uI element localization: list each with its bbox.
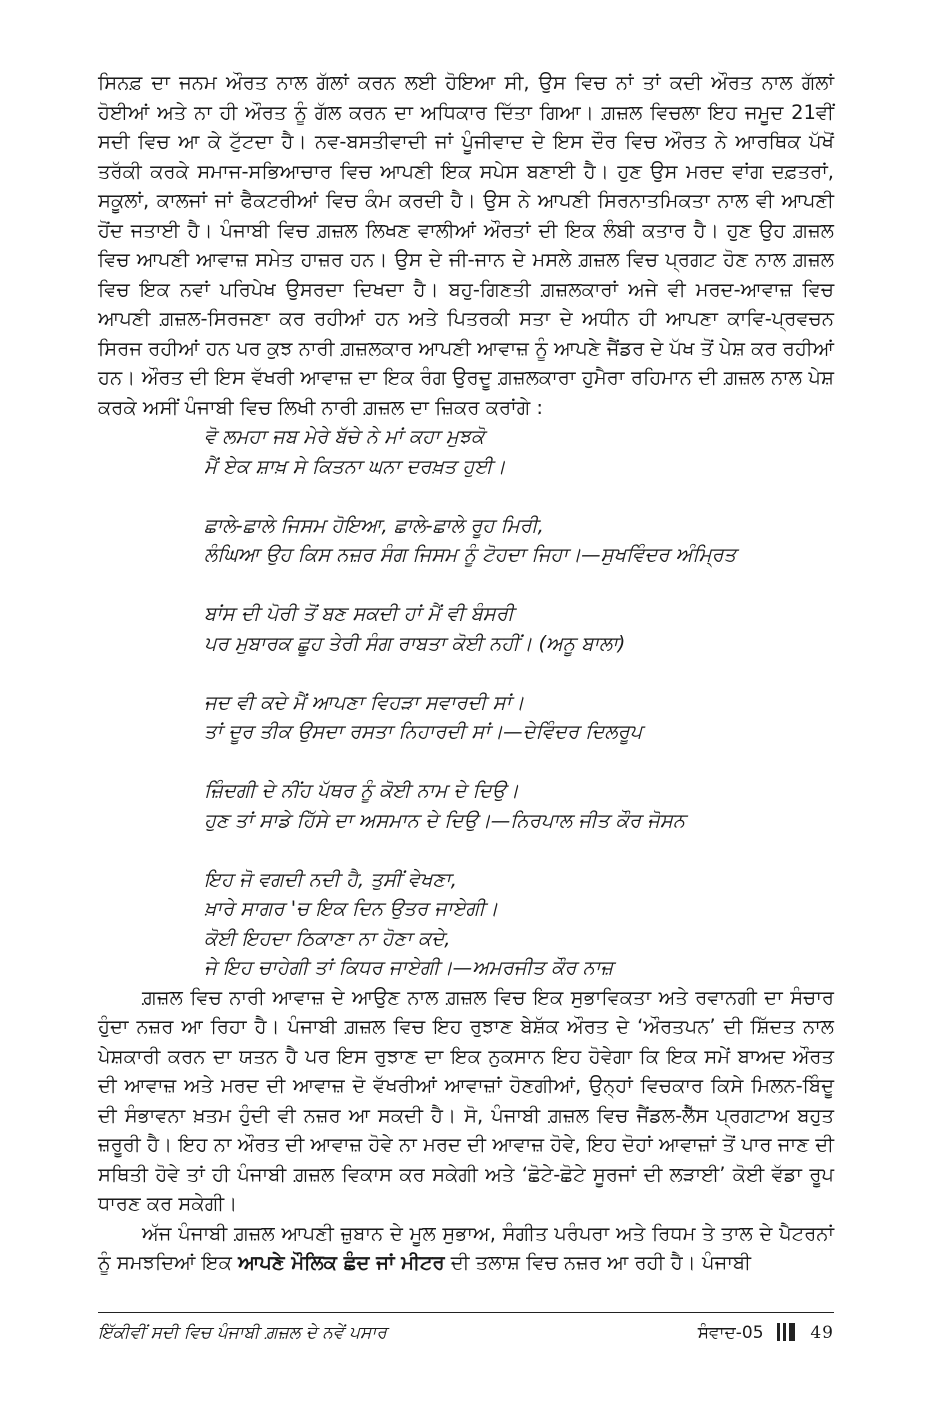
poem-line: ਕੋਈ ਇਹਦਾ ਠਿਕਾਣਾ ਨਾ ਹੋਣਾ ਕਦੇ,: [204, 926, 451, 950]
poem-quotations: [98, 422, 834, 983]
poem-line: ਜ਼ਿੰਦਗੀ ਦੇ ਨੀਂਹ ਪੱਥਰ ਨੂੰ ਕੋਈ ਨਾਮ ਦੇ ਦਿਉ।: [204, 779, 519, 802]
poem-line: ਜਦ ਵੀ ਕਦੇ ਮੈਂ ਆਪਣਾ ਵਿਹੜਾ ਸਵਾਰਦੀ ਸਾਂ।: [204, 690, 525, 714]
bars-ornament-icon: [777, 1323, 795, 1341]
poem-stanza: [204, 688, 834, 747]
paragraph-2: ਗ਼ਜ਼ਲ ਵਿਚ ਨਾਰੀ ਆਵਾਜ਼ ਦੇ ਆਉਣ ਨਾਲ ਗ਼ਜ਼ਲ ਵਿਚ ਇਕ ਸੁਭਾਵਿਕਤਾ ਅਤੇ ਰਵਾਨਗੀ ਦਾ ਸੰਚਾਰ ਹੁੰਦਾ ਨਜ਼ਰ ਆ ਰਿਹਾ ਹੈ। ਪੰਜਾਬੀ ਗ਼ਜ਼ਲ ਵਿਚ ਇਹ ਰੁਝਾਣ ਬੇਸ਼ੱਕ ਔਰਤ ਦੇ ‘ਔਰਤਪਨ’ ਦੀ ਸ਼ਿੱਦਤ ਨਾਲ ਪੇਸ਼ਕਾਰੀ ਕਰਨ ਦਾ ਯਤਨ ਹੈ ਪਰ ਇਸ ਰੁਝਾਣ ਦਾ ਇਕ ਨੁਕਸਾਨ ਇਹ ਹੋਵੇਗਾ ਕਿ ਇਕ ਸਮੇਂ ਬਾਅਦ ਔਰਤ ਦੀ ਆਵਾਜ਼ ਅਤੇ ਮਰਦ ਦੀ ਆਵਾਜ਼ ਦੋ ਵੱਖਰੀਆਂ ਆਵਾਜ਼ਾਂ ਹੋਣਗੀਆਂ, ਉਨ੍ਹਾਂ ਵਿਚਕਾਰ ਕਿਸੇ ਮਿਲਨ-ਬਿੰਦੂ ਦੀ ਸੰਭਾਵਨਾ ਖ਼ਤਮ ਹੁੰਦੀ ਵੀ ਨਜ਼ਰ ਆ ਸਕਦੀ ਹੈ। ਸੋ, ਪੰਜਾਬੀ ਗ਼ਜ਼ਲ ਵਿਚ ਜੈਂਡਲ-ਲੈੱਸ ਪ੍ਰਗਟਾਅ ਬਹੁਤ ਜ਼ਰੂਰੀ ਹੈ। ਇਹ ਨਾ ਔਰਤ ਦੀ ਆਵਾਜ਼ ਹੋਵੇ ਨਾ ਮਰਦ ਦੀ ਆਵਾਜ਼ ਹੋਵੇ, ਇਹ ਦੋਹਾਂ ਆਵਾਜ਼ਾਂ ਤੋਂ ਪਾਰ ਜਾਣ ਦੀ ਸਥਿਤੀ ਹੋਵੇ ਤਾਂ ਹੀ ਪੰਜਾਬੀ ਗ਼ਜ਼ਲ ਵਿਕਾਸ ਕਰ ਸਕੇਗੀ ਅਤੇ ‘ਛੋਟੇ-ਛੋਟੇ ਸੂਰਜਾਂ ਦੀ ਲੜਾਈ’ ਕੋਈ ਵੱਡਾ ਰੂਪ ਧਾਰਣ ਕਰ ਸਕੇਗੀ।: [98, 985, 834, 1215]
poem-line: ਲੰਘਿਆ ਉਹ ਕਿਸ ਨਜ਼ਰ ਸੰਗ ਜਿਸਮ ਨੂੰ ਟੋਹਦਾ ਜਿਹਾ।—ਸੁਖਵਿੰਦਰ ਅੰਮ੍ਰਿਤ: [204, 543, 737, 566]
poem-line: ਇਹ ਜੋ ਵਗਦੀ ਨਦੀ ਹੈ, ਤੁਸੀਂ ਵੇਖਣਾ,: [204, 867, 457, 891]
poem-line: ਬਾਂਸ ਦੀ ਪੋਰੀ ਤੋਂ ਬਣ ਸਕਦੀ ਹਾਂ ਮੈਂ ਵੀ ਬੰਸਰੀ: [204, 602, 514, 625]
poem-line: ਮੈਂ ਏਕ ਸ਼ਾਖ਼ ਸੇ ਕਿਤਨਾ ਘਨਾ ਦਰਖ਼ਤ ਹੁਈ।: [204, 454, 506, 478]
poem-line: ਜੇ ਇਹ ਚਾਹੇਗੀ ਤਾਂ ਕਿਧਰ ਜਾਏਗੀ।—ਅਮਰਜੀਤ ਕੌਰ ਨਾਜ਼: [204, 956, 614, 979]
poem-line: ਹੁਣ ਤਾਂ ਸਾਡੇ ਹਿੱਸੇ ਦਾ ਅਸਮਾਨ ਦੇ ਦਿਉ।—ਨਿਰਪਾਲ ਜੀਤ ਕੌਰ ਜੋਸਨ: [204, 808, 686, 832]
page-number: 49: [810, 1323, 834, 1343]
poem-stanza: [204, 511, 834, 570]
poem-stanza: [204, 422, 834, 481]
poem-stanza: [204, 776, 834, 835]
poem-line: ਵੋ ਲਮਹਾ ਜਬ ਮੇਰੇ ਬੱਚੇ ਨੇ ਮਾਂ ਕਹਾ ਮੁਝਕੋ: [204, 425, 485, 448]
poem-stanza: [204, 599, 834, 658]
paragraph-3: [98, 1219, 834, 1278]
poem-line: ਛਾਲੇ-ਛਾਲੇ ਜਿਸਮ ਹੋਇਆ, ਛਾਲੇ-ਛਾਲੇ ਰੂਹ ਮਿਰੀ,: [204, 513, 544, 537]
journal-name: ਸੰਵਾਦ-05: [697, 1323, 764, 1343]
poem-line: ਤਾਂ ਦੂਰ ਤੀਕ ਉਸਦਾ ਰਸਤਾ ਨਿਹਾਰਦੀ ਸਾਂ।—ਦੇਵਿੰਦਰ ਦਿਲਰੂਪ: [204, 720, 643, 743]
paragraph-3-text-end: ਦੀ ਤਲਾਸ਼ ਵਿਚ ਨਜ਼ਰ ਆ ਰਹੀ ਹੈ। ਪੰਜਾਬੀ: [444, 1251, 751, 1274]
footer-journal-info: [698, 1321, 834, 1345]
running-title: ਇੱਕੀਵੀਂ ਸਦੀ ਵਿਚ ਪੰਜਾਬੀ ਗ਼ਜ਼ਲ ਦੇ ਨਵੇਂ ਪਸਾਰ: [98, 1323, 387, 1343]
paragraph-3-bold-phrase: ਆਪਣੇ ਮੌਲਿਕ ਛੰਦ ਜਾਂ ਮੀਟਰ: [238, 1251, 445, 1274]
poem-line: ਪਰ ਮੁਬਾਰਕ ਛੂਹ ਤੇਰੀ ਸੰਗ ਰਾਬਤਾ ਕੋਈ ਨਹੀਂ। (ਅਨੂ ਬਾਲਾ): [204, 631, 626, 655]
poem-line: ਖ਼ਾਰੇ ਸਾਗਰ 'ਚ ਇਕ ਦਿਨ ਉਤਰ ਜਾਏਗੀ।: [204, 897, 499, 920]
page-body: [98, 68, 834, 1278]
poem-stanza: [204, 865, 834, 983]
page-footer: [98, 1312, 834, 1343]
paragraph-1: ਸਿਨਫ਼ ਦਾ ਜਨਮ ਔਰਤ ਨਾਲ ਗੱਲਾਂ ਕਰਨ ਲਈ ਹੋਇਆ ਸੀ, ਉਸ ਵਿਚ ਨਾਂ ਤਾਂ ਕਦੀ ਔਰਤ ਨਾਲ ਗੱਲਾਂ ਹੋਈਆਂ ਅਤੇ ਨਾ ਹੀ ਔਰਤ ਨੂੰ ਗੱਲ ਕਰਨ ਦਾ ਅਧਿਕਾਰ ਦਿੱਤਾ ਗਿਆ। ਗ਼ਜ਼ਲ ਵਿਚਲਾ ਇਹ ਜਮੂਦ 21ਵੀਂ ਸਦੀ ਵਿਚ ਆ ਕੇ ਟੁੱਟਦਾ ਹੈ। ਨਵ-ਬਸਤੀਵਾਦੀ ਜਾਂ ਪੂੰਜੀਵਾਦ ਦੇ ਇਸ ਦੌਰ ਵਿਚ ਔਰਤ ਨੇ ਆਰਥਿਕ ਪੱਖੋਂ ਤਰੱਕੀ ਕਰਕੇ ਸਮਾਜ-ਸਭਿਆਚਾਰ ਵਿਚ ਆਪਣੀ ਇਕ ਸਪੇਸ ਬਣਾਈ ਹੈ। ਹੁਣ ਉਸ ਮਰਦ ਵਾਂਗ ਦਫ਼ਤਰਾਂ, ਸਕੂਲਾਂ, ਕਾਲਜਾਂ ਜਾਂ ਫੈਕਟਰੀਆਂ ਵਿਚ ਕੰਮ ਕਰਦੀ ਹੈ। ਉਸ ਨੇ ਆਪਣੀ ਸਿਰਨਾਤਮਿਕਤਾ ਨਾਲ ਵੀ ਆਪਣੀ ਹੋਂਦ ਜਤਾਈ ਹੈ। ਪੰਜਾਬੀ ਵਿਚ ਗ਼ਜ਼ਲ ਲਿਖਣ ਵਾਲੀਆਂ ਔਰਤਾਂ ਦੀ ਇਕ ਲੰਬੀ ਕਤਾਰ ਹੈ। ਹੁਣ ਉਹ ਗ਼ਜ਼ਲ ਵਿਚ ਆਪਣੀ ਆਵਾਜ਼ ਸਮੇਤ ਹਾਜ਼ਰ ਹਨ। ਉਸ ਦੇ ਜੀ-ਜਾਨ ਦੇ ਮਸਲੇ ਗ਼ਜ਼ਲ ਵਿਚ ਪ੍ਰਗਟ ਹੋਣ ਨਾਲ ਗ਼ਜ਼ਲ ਵਿਚ ਇਕ ਨਵਾਂ ਪਰਿਪੇਖ ਉਸਰਦਾ ਦਿਖਦਾ ਹੈ। ਬਹੁ-ਗਿਣਤੀ ਗ਼ਜ਼ਲਕਾਰਾਂ ਅਜੇ ਵੀ ਮਰਦ-ਆਵਾਜ਼ ਵਿਚ ਆਪਣੀ ਗ਼ਜ਼ਲ-ਸਿਰਜਣਾ ਕਰ ਰਹੀਆਂ ਹਨ ਅਤੇ ਪਿਤਰਕੀ ਸਤਾ ਦੇ ਅਧੀਨ ਹੀ ਆਪਣਾ ਕਾਵਿ-ਪ੍ਰਵਚਨ ਸਿਰਜ ਰਹੀਆਂ ਹਨ ਪਰ ਕੁਝ ਨਾਰੀ ਗ਼ਜ਼ਲਕਾਰ ਆਪਣੀ ਆਵਾਜ਼ ਨੂੰ ਆਪਣੇ ਜੈਂਡਰ ਦੇ ਪੱਖ ਤੋਂ ਪੇਸ਼ ਕਰ ਰਹੀਆਂ ਹਨ। ਔਰਤ ਦੀ ਇਸ ਵੱਖਰੀ ਆਵਾਜ਼ ਦਾ ਇਕ ਰੰਗ ਉਰਦੂ ਗ਼ਜ਼ਲਕਾਰਾ ਹੁਮੈਰਾ ਰਹਿਮਾਨ ਦੀ ਗ਼ਜ਼ਲ ਨਾਲ ਪੇਸ਼ ਕਰਕੇ ਅਸੀਂ ਪੰਜਾਬੀ ਵਿਚ ਲਿਖੀ ਨਾਰੀ ਗ਼ਜ਼ਲ ਦਾ ਜ਼ਿਕਰ ਕਰਾਂਗੇ :: [98, 71, 834, 419]
paragraph-3-text-start: ਅੱਜ ਪੰਜਾਬੀ ਗ਼ਜ਼ਲ ਆਪਣੀ ਜ਼ੁਬਾਨ ਦੇ ਮੂਲ ਸੁਭਾਅ, ਸੰਗੀਤ ਪਰੰਪਰਾ ਅਤੇ ਰਿਧਮ ਤੇ ਤਾਲ ਦੇ ਪੈਟਰਨਾਂ ਨੂੰ ਸਮਝਦਿਆਂ ਇਕ: [98, 1221, 834, 1274]
